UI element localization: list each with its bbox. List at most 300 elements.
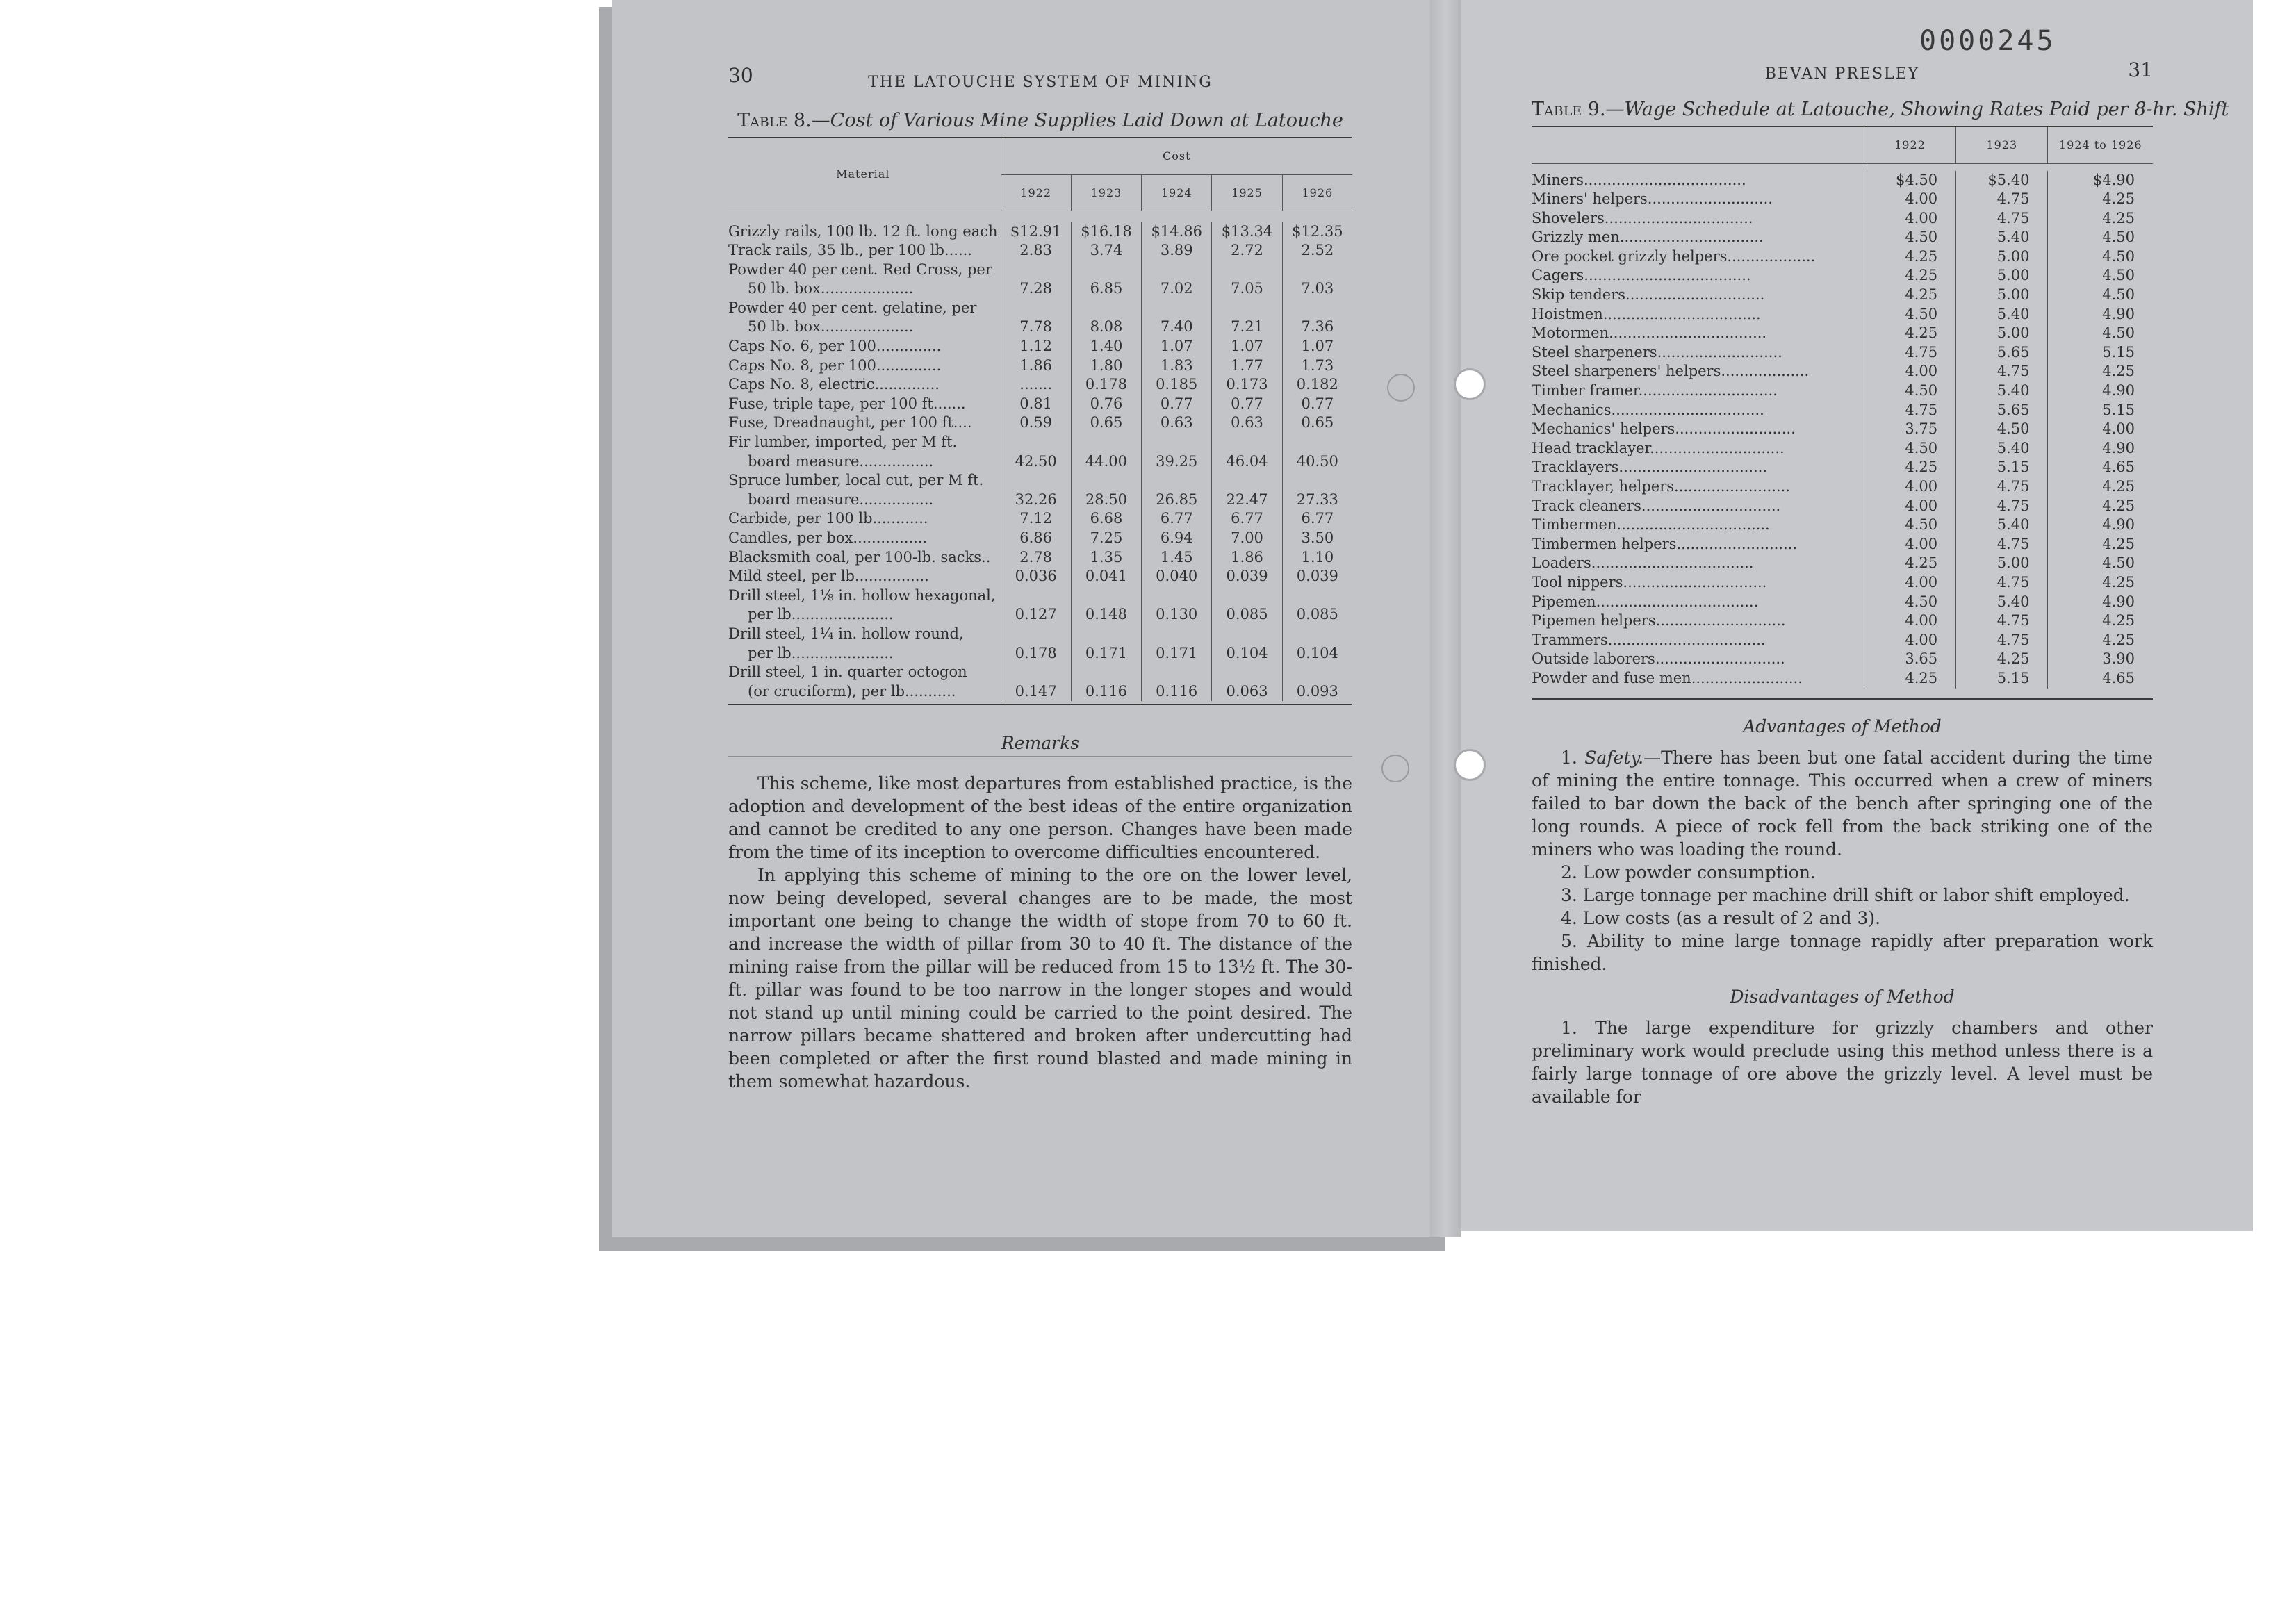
table8-value-cell: 7.03 — [1282, 261, 1352, 299]
table9-row — [1532, 477, 2153, 497]
table9-value-cell: 4.90 — [2048, 516, 2153, 535]
table8-value-cell: 7.05 — [1212, 261, 1282, 299]
table9-body — [1532, 171, 2153, 689]
table9-occupation-cell: Mechanics' helpers.......................... — [1532, 420, 1796, 438]
table9-value-cell: 4.00 — [1864, 477, 1955, 497]
table9-header-year: 1922 — [1864, 127, 1955, 163]
table8-value-cell: ....... — [1001, 375, 1071, 395]
table8-value-cell: 6.77 — [1212, 509, 1282, 529]
table8-value-cell: 8.08 — [1071, 299, 1141, 337]
table8-material-cell — [728, 567, 1001, 586]
table9-row — [1532, 535, 2153, 554]
table8-value-cell: 0.81 — [1001, 395, 1071, 414]
table8-material-line: Caps No. 8, electric.............. — [728, 376, 940, 393]
table8-material-cell — [728, 395, 1001, 414]
table8-row — [728, 625, 1352, 663]
disadvantage-item-1: 1. The large expenditure for grizzly chambers and other preliminary work would preclude using this method unless there is a fairly large tonnage of ore above the grizzly level. A level must be available for — [1532, 1017, 2153, 1107]
table9-value-cell: 5.40 — [1956, 381, 2048, 401]
table8-value-cell: 0.116 — [1071, 663, 1141, 701]
table9-value-cell: 4.50 — [2048, 266, 2153, 286]
table9-row — [1532, 497, 2153, 516]
table8-material-line: Fuse, Dreadnaught, per 100 ft.... — [728, 414, 972, 431]
table8-header-year: 1926 — [1282, 174, 1352, 211]
table8-value-cell: 32.26 — [1001, 471, 1071, 509]
table9-value-cell: 4.75 — [1956, 611, 2048, 631]
table8-value-cell: 27.33 — [1282, 471, 1352, 509]
table9-value-cell: 4.25 — [2048, 535, 2153, 554]
table9-header-rule — [1532, 163, 2153, 171]
table8-value-cell: 0.63 — [1212, 413, 1282, 433]
table8-material-line: Drill steel, 1 in. quarter octogon — [728, 664, 967, 681]
table8-material-cell — [728, 471, 1001, 509]
table9-value-cell: $4.50 — [1864, 171, 1955, 190]
table8-value-cell: 0.65 — [1282, 413, 1352, 433]
table9-value-cell: $5.40 — [1956, 171, 2048, 190]
table8-material-cell — [728, 625, 1001, 663]
table8-header-year: 1922 — [1001, 174, 1071, 211]
table9-occupation-cell: Timber framer.............................. — [1532, 382, 1778, 399]
table9-row — [1532, 631, 2153, 650]
table8-value-cell: 40.50 — [1282, 433, 1352, 471]
table8-material-line: board measure................ — [748, 491, 934, 508]
table9-occupation-cell: Shovelers................................ — [1532, 209, 1753, 226]
table9-value-cell: 4.25 — [1864, 554, 1955, 573]
table8-value-cell: 0.185 — [1142, 375, 1212, 395]
table8-row — [728, 567, 1352, 586]
table8-value-cell: 2.72 — [1212, 241, 1282, 261]
table8-row — [728, 337, 1352, 356]
table8-value-cell: 0.77 — [1212, 395, 1282, 414]
table8-row — [728, 413, 1352, 433]
table9-row — [1532, 593, 2153, 612]
table9-title: —Wage Schedule at Latouche, Showing Rates Paid per 8-hr. Shift — [1605, 99, 2229, 120]
table8-value-cell: 3.74 — [1071, 241, 1141, 261]
table9-occupation-cell: Hoistmen.................................. — [1532, 305, 1761, 322]
table8-value-cell: 1.83 — [1142, 356, 1212, 376]
table9-value-cell: 4.75 — [1956, 573, 2048, 593]
table9-row — [1532, 171, 2153, 190]
table9-row — [1532, 401, 2153, 420]
table9-value-cell: 4.00 — [1864, 535, 1955, 554]
table9-value-cell: 4.00 — [1864, 209, 1955, 229]
table8-value-cell: 0.178 — [1001, 625, 1071, 663]
table8-value-cell: 6.86 — [1001, 529, 1071, 548]
table8-material-cell — [728, 413, 1001, 433]
table8-value-cell: 1.10 — [1282, 548, 1352, 568]
table8-value-cell: 1.07 — [1142, 337, 1212, 356]
table8-material-cell — [728, 586, 1001, 625]
table9-occupation-cell: Cagers.................................... — [1532, 267, 1751, 284]
table9-value-cell: 5.15 — [2048, 401, 2153, 420]
table8-material-cell — [728, 261, 1001, 299]
document-stamp-number: 0000245 — [1919, 25, 2056, 57]
table8-header-year: 1925 — [1212, 174, 1282, 211]
table9-row — [1532, 381, 2153, 401]
table8-material-line: Candles, per box................ — [728, 529, 928, 546]
table8-bottom-rule — [728, 704, 1352, 705]
table8-value-cell: 1.40 — [1071, 337, 1141, 356]
table9-row — [1532, 611, 2153, 631]
table8-header-year: 1923 — [1071, 174, 1141, 211]
table8-value-cell: 0.178 — [1071, 375, 1141, 395]
table9-occupation-cell: Ore pocket grizzly helpers................... — [1532, 247, 1816, 265]
table8-value-cell: 0.173 — [1212, 375, 1282, 395]
table9-occupation-cell: Outside laborers............................ — [1532, 650, 1785, 668]
table9-value-cell: 4.25 — [2048, 497, 2153, 516]
table9-value-cell: 4.50 — [2048, 286, 2153, 305]
table8-value-cell: 0.039 — [1282, 567, 1352, 586]
binding-gutter — [1430, 0, 1461, 1237]
table9-occupation-cell: Motormen.................................. — [1532, 324, 1767, 342]
table9-occupation-cell: Timbermen................................. — [1532, 516, 1770, 534]
table8-value-cell: 0.040 — [1142, 567, 1212, 586]
advantage-item-4: 4. Low costs (as a result of 2 and 3). — [1561, 907, 1881, 928]
table8-value-cell: 0.041 — [1071, 567, 1141, 586]
table8-material-cell — [728, 299, 1001, 337]
table8-value-cell: 3.50 — [1282, 529, 1352, 548]
table8-value-cell: 0.171 — [1071, 625, 1141, 663]
table8-row — [728, 529, 1352, 548]
table8-row — [728, 395, 1352, 414]
table9-occupation-cell: Mechanics................................. — [1532, 401, 1764, 418]
table8-value-cell: 39.25 — [1142, 433, 1212, 471]
advantage-item-1-number: 1. — [1561, 747, 1585, 768]
table8-value-cell: 1.86 — [1212, 548, 1282, 568]
table9-value-cell: 4.75 — [1956, 190, 2048, 209]
table9-row — [1532, 286, 2153, 305]
table9-value-cell: 4.90 — [2048, 381, 2153, 401]
table8-material-line: per lb...................... — [748, 606, 894, 623]
table9-value-cell: 4.25 — [1864, 266, 1955, 286]
table8-value-cell: 0.59 — [1001, 413, 1071, 433]
table8-value-cell: 2.83 — [1001, 241, 1071, 261]
table9-value-cell: 4.00 — [1864, 497, 1955, 516]
table9-value-cell: 4.25 — [1864, 669, 1955, 689]
table8-value-cell: 28.50 — [1071, 471, 1141, 509]
table9-header-year: 1924 to 1926 — [2048, 127, 2153, 163]
table9-value-cell: $4.90 — [2048, 171, 2153, 190]
table8-material-line: Caps No. 6, per 100.............. — [728, 338, 942, 355]
table9-occupation-cell: Powder and fuse men........................ — [1532, 669, 1803, 686]
table9-occupation-cell: Trammers.................................. — [1532, 631, 1766, 648]
table9-value-cell: 5.40 — [1956, 228, 2048, 247]
table8-row — [728, 586, 1352, 625]
table9-value-cell: 4.65 — [2048, 669, 2153, 689]
table8-value-cell: 0.182 — [1282, 375, 1352, 395]
table9-value-cell: 4.50 — [1864, 593, 1955, 612]
table9-value-cell: 4.00 — [1864, 573, 1955, 593]
table8-material-line: 50 lb. box.................... — [748, 318, 914, 336]
table8-value-cell: 1.45 — [1142, 548, 1212, 568]
table9-value-cell: 4.50 — [2048, 228, 2153, 247]
table9-value-cell: 4.75 — [1956, 535, 2048, 554]
table9-row — [1532, 305, 2153, 324]
advantage-item-1 — [1532, 746, 2153, 861]
table9-value-cell: 5.40 — [1956, 516, 2048, 535]
hole-stain-top — [1387, 374, 1415, 402]
table8-value-cell: 1.07 — [1282, 337, 1352, 356]
table8-value-cell: 0.085 — [1282, 586, 1352, 625]
table8-material-line: (or cruciform), per lb........... — [748, 682, 956, 700]
table9-occupation-cell: Tracklayer, helpers......................... — [1532, 478, 1790, 495]
table9-row — [1532, 266, 2153, 286]
table9-value-cell: 4.25 — [2048, 209, 2153, 229]
table9-value-cell: 4.65 — [2048, 458, 2153, 477]
table9-row — [1532, 190, 2153, 209]
table8-row — [728, 375, 1352, 395]
table8-value-cell: 0.130 — [1142, 586, 1212, 625]
advantage-item-5: 5. Ability to mine large tonnage rapidly after preparation work finished. — [1532, 930, 2153, 974]
table8-row — [728, 356, 1352, 376]
table9-row — [1532, 247, 2153, 267]
table8-value-cell: 1.73 — [1282, 356, 1352, 376]
table9-value-cell: 5.40 — [1956, 439, 2048, 459]
table8-value-cell: 1.07 — [1212, 337, 1282, 356]
table8-header-rule — [728, 211, 1352, 222]
table9-value-cell: 4.00 — [1864, 362, 1955, 381]
table8-value-cell: 0.147 — [1001, 663, 1071, 701]
table9-occupation-cell: Steel sharpeners' helpers................... — [1532, 363, 1810, 380]
table8-row — [728, 433, 1352, 471]
table9-value-cell: 4.25 — [2048, 362, 2153, 381]
table9-value-cell: 5.65 — [1956, 343, 2048, 363]
table8-material-line: Mild steel, per lb................ — [728, 568, 929, 585]
table8-value-cell: 0.063 — [1212, 663, 1282, 701]
table8-material-line: Carbide, per 100 lb............ — [728, 510, 928, 527]
table9-value-cell: 4.90 — [2048, 593, 2153, 612]
table8-material-line: Fuse, triple tape, per 100 ft....... — [728, 395, 966, 412]
table8-value-cell: 44.00 — [1071, 433, 1141, 471]
table9-value-cell: 5.00 — [1956, 554, 2048, 573]
table8-value-cell: $14.86 — [1142, 222, 1212, 242]
table9-occupation-cell: Track cleaners.............................. — [1532, 497, 1781, 514]
table8-value-cell: 7.12 — [1001, 509, 1071, 529]
table8-label: Table 8. — [737, 110, 812, 131]
table8-header-cost: Cost — [1001, 138, 1352, 174]
table8-material-line: Powder 40 per cent. Red Cross, per — [728, 261, 992, 278]
table8-value-cell: 0.77 — [1282, 395, 1352, 414]
table9-row — [1532, 439, 2153, 459]
table9-row — [1532, 343, 2153, 363]
table8-value-cell: 2.78 — [1001, 548, 1071, 568]
table9-header-blank — [1532, 127, 1864, 163]
table9-value-cell: 5.15 — [1956, 458, 2048, 477]
table8-title: —Cost of Various Mine Supplies Laid Down at Latouche — [811, 110, 1343, 131]
table8-material-cell — [728, 375, 1001, 395]
table9-value-cell: 4.75 — [1864, 343, 1955, 363]
table8-value-cell: 0.63 — [1142, 413, 1212, 433]
table9-row — [1532, 650, 2153, 669]
table8-value-cell: 7.28 — [1001, 261, 1071, 299]
right-header — [1532, 58, 2153, 89]
table8-value-cell: 0.036 — [1001, 567, 1071, 586]
table9-value-cell: 5.00 — [1956, 247, 2048, 267]
table9-value-cell: 3.75 — [1864, 420, 1955, 439]
table9-value-cell: 3.90 — [2048, 650, 2153, 669]
table8-value-cell: 2.52 — [1282, 241, 1352, 261]
table8-value-cell: 0.148 — [1071, 586, 1141, 625]
table9-value-cell: 5.40 — [1956, 593, 2048, 612]
table8-material-cell — [728, 529, 1001, 548]
table8-caption — [728, 110, 1352, 131]
table9-value-cell: 4.00 — [1864, 611, 1955, 631]
table8-value-cell: $12.91 — [1001, 222, 1071, 242]
table9-value-cell: 4.50 — [1864, 305, 1955, 324]
table9-value-cell: 4.25 — [1864, 324, 1955, 343]
table9-row — [1532, 362, 2153, 381]
remarks-paragraph: In applying this scheme of mining to the ore on the lower level, now being developed, several changes are to be made, the most important one being to change the width of stope from 70 to 60 ft. and increase the width of pillar from 30 to 40 ft. The distance of the mining raise from the pillar will be reduced from 15 to 13½ ft. The 30-ft. pillar was found to be too narrow in the longer stopes and would not stand up until mining could be carried to the point desired. The narrow pillars became shattered and broken after undercutting had been completed or after the first round blasted and made mining in them somewhat hazardous. — [728, 865, 1352, 1092]
table8-material-line: board measure................ — [748, 452, 934, 470]
advantages-body — [1532, 746, 2153, 975]
table8-value-cell: 1.80 — [1071, 356, 1141, 376]
left-header — [728, 64, 1352, 94]
table8-value-cell: 6.77 — [1282, 509, 1352, 529]
table8-row — [728, 471, 1352, 509]
table8-row — [728, 548, 1352, 568]
table9-value-cell: 4.50 — [2048, 554, 2153, 573]
table9-occupation-cell: Timbermen helpers.......................... — [1532, 535, 1797, 552]
remarks-body — [728, 772, 1352, 1093]
table9-row — [1532, 669, 2153, 689]
remarks-paragraph: This scheme, like most departures from established practice, is the adoption and development of the best ideas of the entire organization and cannot be credited to any one person. Changes have been made from the time of its inception to overcome difficulties encountered. — [728, 773, 1352, 863]
table8 — [728, 138, 1352, 701]
table8-value-cell: 7.00 — [1212, 529, 1282, 548]
table8-material-line: Track rails, 35 lb., per 100 lb...... — [728, 242, 972, 259]
table8-value-cell: 7.25 — [1071, 529, 1141, 548]
table9-occupation-cell: Steel sharpeners........................... — [1532, 343, 1782, 361]
table8-value-cell: 7.36 — [1282, 299, 1352, 337]
table8-row — [728, 222, 1352, 242]
table8-value-cell: 7.21 — [1212, 299, 1282, 337]
table9-value-cell: 5.65 — [1956, 401, 2048, 420]
left-page-number: 30 — [728, 64, 753, 87]
table8-value-cell: 0.116 — [1142, 663, 1212, 701]
disadvantages-body — [1532, 1016, 2153, 1108]
table8-material-line: Caps No. 8, per 100.............. — [728, 356, 942, 374]
table9-caption — [1532, 99, 2229, 120]
disadvantages-heading: Disadvantages of Method — [1730, 986, 1955, 1007]
advantage-item-1-text: —There has been but one fatal accident during the time of mining the entire tonnage. This occurred when a crew of miners failed to bar down the back of the bench after springing one of the long rounds. A piece of rock fell from the back striking one of the miners who was loading the round. — [1532, 747, 2153, 859]
table8-value-cell: 0.104 — [1212, 625, 1282, 663]
table9-value-cell: 4.25 — [2048, 631, 2153, 650]
right-page-content — [1532, 58, 2229, 1108]
table8-value-cell: 1.35 — [1071, 548, 1141, 568]
table8-value-cell: 7.78 — [1001, 299, 1071, 337]
table9-row — [1532, 458, 2153, 477]
table8-value-cell: 0.65 — [1071, 413, 1141, 433]
table9-value-cell: 5.40 — [1956, 305, 2048, 324]
table9-row — [1532, 516, 2153, 535]
table8-value-cell: 6.85 — [1071, 261, 1141, 299]
table8-material-cell — [728, 433, 1001, 471]
left-running-head: THE LATOUCHE SYSTEM OF MINING — [868, 74, 1213, 91]
table8-material-line: Drill steel, 1⅛ in. hollow hexagonal, — [728, 586, 996, 604]
table8-value-cell: 6.68 — [1071, 509, 1141, 529]
table8-value-cell: 0.093 — [1282, 663, 1352, 701]
table9-bottom-rule — [1532, 698, 2153, 700]
table8-row — [728, 509, 1352, 529]
table9-value-cell: 4.25 — [1864, 247, 1955, 267]
table9-value-cell: 4.25 — [2048, 190, 2153, 209]
table9-value-cell: 5.15 — [2048, 343, 2153, 363]
table9-value-cell: 4.75 — [1956, 497, 2048, 516]
table9-header-year: 1923 — [1956, 127, 2048, 163]
table8-row — [728, 261, 1352, 299]
table9-value-cell: 4.75 — [1956, 477, 2048, 497]
table8-value-cell: $13.34 — [1212, 222, 1282, 242]
remarks-heading: Remarks — [1001, 733, 1080, 754]
binder-hole-top — [1454, 368, 1486, 400]
table8-value-cell: 0.039 — [1212, 567, 1282, 586]
table9-value-cell: 4.25 — [1864, 458, 1955, 477]
table8-material-line: Blacksmith coal, per 100-lb. sacks.. — [728, 548, 991, 566]
table8-header-year: 1924 — [1142, 174, 1212, 211]
table8-row — [728, 663, 1352, 701]
table8-row — [728, 241, 1352, 261]
table8-value-cell: 0.104 — [1282, 625, 1352, 663]
table8-row — [728, 299, 1352, 337]
table9-value-cell: 4.50 — [1956, 420, 2048, 439]
table8-value-cell: $12.35 — [1282, 222, 1352, 242]
table8-material-line: Drill steel, 1¼ in. hollow round, — [728, 625, 964, 642]
table8-material-cell — [728, 663, 1001, 701]
table9-value-cell: 5.00 — [1956, 286, 2048, 305]
table9-occupation-cell: Head tracklayer............................. — [1532, 439, 1785, 456]
table8-material-cell — [728, 548, 1001, 568]
table9-row — [1532, 228, 2153, 247]
table8-value-cell: 0.127 — [1001, 586, 1071, 625]
table9-value-cell: 4.90 — [2048, 305, 2153, 324]
table9-value-cell: 4.50 — [1864, 228, 1955, 247]
table9-occupation-cell: Pipemen helpers............................ — [1532, 612, 1786, 629]
table9-value-cell: 4.25 — [2048, 611, 2153, 631]
table9-value-cell: 4.90 — [2048, 439, 2153, 459]
table9-row — [1532, 554, 2153, 573]
advantage-item-1-term: Safety. — [1584, 747, 1644, 768]
table8-value-cell: 46.04 — [1212, 433, 1282, 471]
table9-value-cell: 4.50 — [1864, 381, 1955, 401]
table9-value-cell: 3.65 — [1864, 650, 1955, 669]
table8-material-cell — [728, 222, 1001, 242]
table8-value-cell: 0.171 — [1142, 625, 1212, 663]
table8-header-material: Material — [836, 167, 890, 181]
table8-material-cell — [728, 337, 1001, 356]
advantages-heading: Advantages of Method — [1743, 716, 1942, 736]
table8-value-cell: $16.18 — [1071, 222, 1141, 242]
table9-row — [1532, 420, 2153, 439]
table9-occupation-cell: Tracklayers................................ — [1532, 459, 1768, 476]
table9-value-cell: 4.75 — [1956, 209, 2048, 229]
binder-hole-bottom — [1454, 749, 1486, 781]
table8-value-cell: 0.77 — [1142, 395, 1212, 414]
table9-value-cell: 5.15 — [1956, 669, 2048, 689]
table8-value-cell: 1.86 — [1001, 356, 1071, 376]
advantage-item-3: 3. Large tonnage per machine drill shift or labor shift employed. — [1561, 884, 2130, 905]
table9-value-cell: 4.25 — [1956, 650, 2048, 669]
table9-row — [1532, 324, 2153, 343]
table9-value-cell: 5.00 — [1956, 266, 2048, 286]
table9 — [1532, 127, 2153, 689]
table8-material-line: Grizzly rails, 100 lb. 12 ft. long each — [728, 222, 998, 240]
table8-material-line: Spruce lumber, local cut, per M ft. — [728, 472, 984, 489]
table9-value-cell: 4.00 — [2048, 420, 2153, 439]
table9-value-cell: 4.00 — [1864, 190, 1955, 209]
table8-material-cell — [728, 509, 1001, 529]
table9-occupation-cell: Miners' helpers........................... — [1532, 190, 1773, 208]
hole-stain-bottom — [1381, 755, 1409, 782]
table8-value-cell: 0.085 — [1212, 586, 1282, 625]
table8-material-line: Powder 40 per cent. gelatine, per — [728, 299, 977, 316]
